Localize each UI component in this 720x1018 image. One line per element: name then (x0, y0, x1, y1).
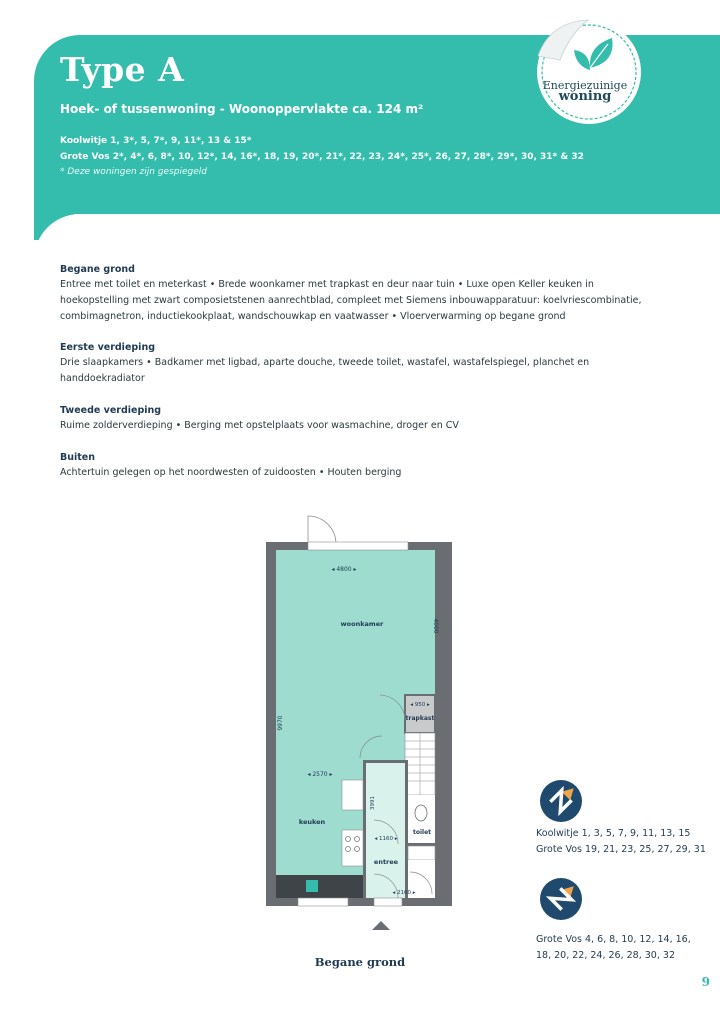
section-line: Ruime zolderverdieping • Berging met opstelplaats voor wasmachine, droger en CV (60, 420, 459, 431)
section-body-eerste-verdieping (60, 355, 660, 387)
section-line: Drie slaapkamers • Badkamer met ligbad, aparte douche, tweede toilet, wastafel, wastafelspiegel, planchet en (60, 357, 590, 368)
trapkast-area (405, 695, 435, 733)
kitchen-counter (342, 830, 363, 866)
section-body-begane-grond (60, 277, 660, 325)
dim-width-living: ◂ 4800 ▸ (331, 566, 357, 573)
dim-kitchen-width: ◂ 2570 ▸ (307, 771, 333, 778)
section-heading-tweede-verdieping: Tweede verdieping (60, 405, 162, 416)
orientation-line: Koolwitje 1, 3, 5, 7, 9, 11, 13, 15 (536, 828, 691, 839)
section-heading-eerste-verdieping: Eerste verdieping (60, 342, 156, 353)
toilet-bowl (415, 805, 427, 821)
orientation-line: Grote Vos 4, 6, 8, 10, 12, 14, 16, (536, 934, 691, 945)
mirrored-note: * Deze woningen zijn gespiegeld (60, 167, 207, 177)
dim-entree-width: ◂ 2160 ▸ (392, 890, 416, 896)
section-line: Entree met toilet en meterkast • Brede woonkamer met trapkast en deur naar tuin • Luxe open Keller keuken in (60, 279, 594, 290)
energy-badge (530, 16, 648, 128)
kitchen-worktop (276, 875, 363, 898)
address-line-koolwitje: Koolwitje 1, 3*, 5, 7*, 9, 11*, 13 & 15* (60, 136, 252, 146)
entree-area (366, 762, 405, 898)
orientation-line: 18, 20, 22, 24, 26, 28, 30, 32 (536, 950, 675, 961)
badge-text-woning: woning (558, 89, 612, 104)
meterkast (408, 846, 435, 860)
section-body-tweede-verdieping (60, 418, 660, 434)
kitchen-sink (306, 880, 318, 892)
front-door (374, 898, 402, 906)
page-subtitle: Hoek- of tussenwoning - Woonoppervlakte ca. 124 m² (60, 102, 424, 116)
section-body-buiten (60, 465, 660, 481)
garden-door-swing (308, 516, 336, 544)
room-label-keuken: keuken (298, 818, 326, 826)
room-label-entree: entree (373, 858, 399, 866)
dim-depth-living: 4000 (432, 618, 439, 634)
floorplan-begane-grond (262, 508, 462, 938)
section-heading-buiten: Buiten (60, 452, 96, 463)
woonkamer-area-right (413, 550, 435, 695)
room-label-trapkast: trapkast (405, 715, 435, 722)
dim-toilet-width: ◂ 1160 ▸ (374, 836, 398, 842)
page-title: Type A (60, 50, 185, 89)
entrance-arrow-icon (372, 921, 390, 930)
badge-text-energiezuinige: Energiezuinige (542, 79, 628, 92)
front-window-left (298, 898, 348, 906)
dim-trapkast: ◂ 950 ▸ (410, 702, 430, 708)
room-label-toilet: toilet (412, 829, 432, 836)
dim-entree-depth: 3991 (370, 796, 376, 810)
orientation-text-2 (536, 932, 691, 964)
orientation-text-1 (536, 826, 706, 858)
section-line: handdoekradiator (60, 373, 145, 384)
compass-north-icon (539, 779, 583, 823)
section-line: Achtertuin gelegen op het noordwesten of zuidoosten • Houten berging (60, 467, 402, 478)
section-line: hoekopstelling met zwart composietstenen aanrechtblad, compleet met Siemens inbouwapparatuur: koelvriescombinatie, (60, 295, 642, 306)
garden-window (308, 542, 408, 550)
kitchen-counter-top (342, 780, 363, 810)
page-number: 9 (701, 975, 710, 989)
floorplan-label: Begane grond (314, 955, 406, 969)
address-line-grote-vos: Grote Vos 2*, 4*, 6, 8*, 10, 12*, 14, 16*, 18, 19, 20*, 21*, 22, 23, 24*, 25*, 26, 27, 28*, 29*, 30, 31* & 32 (60, 152, 584, 162)
dim-depth-total: 9970 (277, 715, 284, 731)
section-heading-begane-grond: Begane grond (60, 264, 135, 275)
room-label-woonkamer: woonkamer (340, 620, 384, 628)
compass-north-icon (539, 877, 583, 921)
section-line: combimagnetron, inductiekookplaat, wandschouwkap en vaatwasser • Vloerverwarming op begane grond (60, 311, 566, 322)
orientation-line: Grote Vos 19, 21, 23, 25, 27, 29, 31 (536, 844, 706, 855)
